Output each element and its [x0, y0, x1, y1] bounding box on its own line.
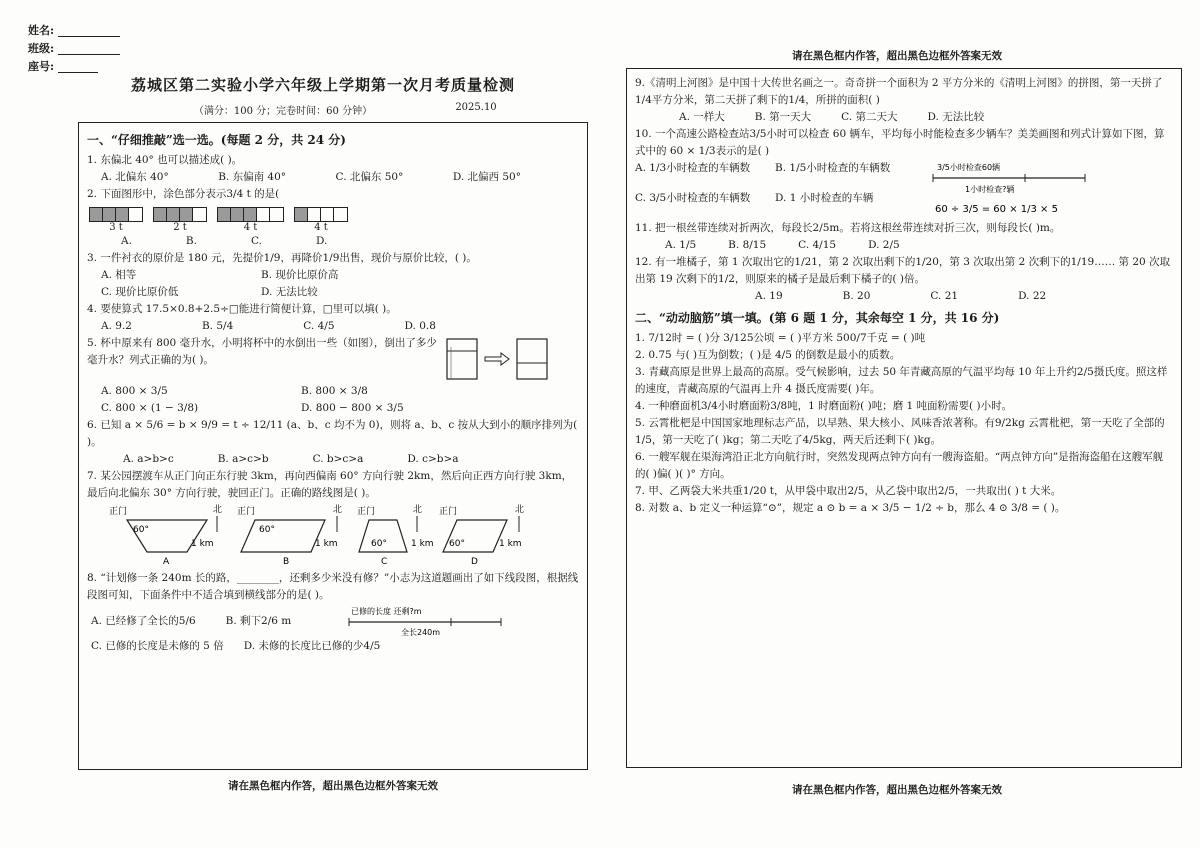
- q2-option-d[interactable]: D.: [315, 235, 328, 247]
- q11-options: [635, 237, 1173, 254]
- question-12: 12. 有一堆橘子，第 1 次取出它的1/21，第 2 次取出剩下的1/20，第 3 次取出第 2 次剩下的1/19…… 第 20 次取出第 19 次剩下的1/2，则原来的橘子是最后剩下橘子的( )倍。: [635, 256, 1171, 285]
- q7-route-b[interactable]: [237, 503, 342, 566]
- section2-heading: 二、“动动脑筋”填一填。(第 6 题 1 分，其余每空 1 分，共 16 分): [635, 311, 1000, 325]
- q2-figure-b[interactable]: [153, 207, 207, 233]
- class-blank[interactable]: [58, 44, 120, 55]
- q2-figures: [89, 207, 579, 233]
- seat-label: 座号:: [28, 60, 55, 73]
- q10-option-b[interactable]: B. 1/5小时检查的车辆数: [775, 162, 891, 174]
- q9-option-d[interactable]: D. 无法比较: [927, 111, 985, 123]
- q7-scale-label-d: 1 km: [499, 539, 522, 549]
- q10-option-c[interactable]: C. 3/5小时检查的车辆数: [635, 192, 751, 204]
- right-footer-notice: 请在黑色框内作答，超出黑色边框外答案无效: [792, 784, 1002, 796]
- q10-option-d[interactable]: D. 1 小时检查的车辆: [775, 192, 874, 204]
- question-7: 7. 某公园摆渡车从正门向正东行驶 3km，再向西偏南 60° 方向行驶 2km，然后向正西方向行驶 3km，最后向北偏东 30° 方向行驶，驶回正门。正确的路线图是( )。: [87, 470, 573, 499]
- q7-scale-label-b: 1 km: [315, 539, 338, 549]
- q11-option-c[interactable]: C. 4/15: [798, 239, 837, 251]
- question-9: 9.《清明上河图》是中国十大传世名画之一。奇奇拼一个面积为 2 平方分米的《清明上河图》的拼图，第一天拼了1/4平方分米，第二天拼了剩下的1/4，所拼的面积( ): [635, 77, 1163, 106]
- q5-option-a[interactable]: A. 800 × 3/5: [101, 385, 168, 397]
- q2-figure-a[interactable]: [89, 207, 143, 233]
- q5-option-b[interactable]: B. 800 × 3/8: [301, 385, 368, 397]
- q5-row: [87, 335, 579, 383]
- q7-angle-label-d: 60°: [449, 539, 465, 549]
- q8-diagram-top: 已修的长度 还剩?m: [351, 607, 422, 616]
- q8-option-d[interactable]: D. 未修的长度比已修的少4/5: [243, 640, 381, 652]
- q8-option-b[interactable]: B. 剩下2/6 m: [225, 614, 292, 627]
- q2-label-a: 3 t: [109, 222, 123, 233]
- class-row: [28, 40, 588, 58]
- q2-figure-c[interactable]: [217, 207, 284, 233]
- q6-option-b[interactable]: B. a>c>b: [217, 453, 269, 465]
- name-label: 姓名:: [28, 24, 55, 37]
- q9-option-b[interactable]: B. 第一天大: [754, 111, 812, 123]
- left-footer-notice: 请在黑色框内作答，超出黑色边框外答案无效: [228, 780, 438, 792]
- q2-option-b[interactable]: B.: [185, 235, 197, 247]
- q2-label-d: 4 t: [314, 222, 328, 233]
- q2-label-c: 4 t: [243, 222, 258, 233]
- q7-north-label-b: 北: [333, 505, 343, 515]
- q4-option-c[interactable]: C. 4/5: [303, 320, 335, 332]
- q8-options-ab: [87, 613, 341, 630]
- exam-subtitle: （满分：100 分；完卷时间：60 分钟）: [193, 106, 373, 117]
- q2-options: [87, 233, 579, 250]
- q9-option-c[interactable]: C. 第二天大: [841, 111, 898, 123]
- question-3: 3. 一件衬衣的原价是 180 元，先提价1/9，再降价1/9出售，现价与原价比较，( )。: [87, 252, 477, 264]
- q4-option-a[interactable]: A. 9.2: [101, 320, 132, 332]
- q7-route-c[interactable]: [357, 503, 434, 566]
- q1-option-d[interactable]: D. 北偏西 50°: [452, 171, 521, 183]
- left-page: [28, 22, 588, 822]
- q7-north-label-a: 北: [213, 505, 223, 515]
- q2-option-a[interactable]: A.: [121, 235, 132, 247]
- q7-option-label-d: D: [471, 557, 478, 566]
- q10-diagram: [925, 160, 1115, 220]
- q9-options: [635, 109, 1173, 126]
- q12-option-b[interactable]: B. 20: [842, 290, 871, 302]
- q7-option-label-c: C: [381, 557, 388, 566]
- q7-gate-label-a: 正门: [109, 507, 128, 517]
- q7-north-label-d: 北: [515, 505, 525, 515]
- q8-option-a[interactable]: A. 已经修了全长的5/6: [91, 614, 196, 627]
- q12-option-d[interactable]: D. 22: [1018, 290, 1047, 302]
- fill-question-1: 1. 7/12时 = ( )分 3/125公顷 = ( )平方米 500/7千克 = ( )吨: [635, 332, 926, 344]
- q12-option-a[interactable]: A. 19: [755, 290, 783, 302]
- question-1: 1. 东偏北 40° 也可以描述成( )。: [87, 154, 243, 166]
- question-11: 11. 把一根丝带连续对折两次，每段长2/5m。若将这根丝带连续对折三次，则每段长( )m。: [635, 222, 1061, 234]
- right-top-notice: 请在黑色框内作答，超出黑色边框外答案无效: [792, 50, 1002, 62]
- q11-option-b[interactable]: B. 8/15: [728, 239, 767, 251]
- q8-line-diagram: [341, 604, 511, 638]
- q7-gate-label-c: 正门: [357, 507, 376, 517]
- class-label: 班级:: [28, 42, 55, 55]
- fill-question-2: 2. 0.75 与( )互为倒数；( )是 4/5 的倒数是最小的质数。: [635, 349, 901, 361]
- q7-north-label-c: 北: [413, 505, 423, 515]
- name-row: [28, 22, 588, 40]
- q9-option-a[interactable]: A. 一样大: [679, 111, 725, 123]
- q7-scale-label-a: 1 km: [191, 539, 214, 549]
- q5-cup-diagram: [437, 335, 577, 383]
- q1-option-b[interactable]: B. 东偏南 40°: [218, 171, 287, 183]
- q10-formula: 60 ÷ 3/5 = 60 × 1/3 × 5: [935, 204, 1058, 215]
- q1-options: [87, 169, 521, 186]
- q4-option-d[interactable]: D. 0.8: [404, 320, 436, 332]
- q5-option-c[interactable]: C. 800 × (1 − 3/8): [101, 402, 199, 414]
- q2-label-b: 2 t: [173, 222, 187, 233]
- q8-options-cd: [87, 638, 579, 655]
- q4-options: [87, 318, 579, 335]
- fill-question-3: 3. 青藏高原是世界上最高的高原。受气候影响，过去 50 年青藏高原的气温平均每 10 年上升约2/5摄氏度。照这样的速度，青藏高原的气温再上升 4 摄氏度需要( )年。: [635, 366, 1168, 395]
- q4-option-b[interactable]: B. 5/4: [201, 320, 234, 332]
- q2-option-c[interactable]: C.: [250, 235, 262, 247]
- q6-option-c[interactable]: C. b>c>a: [312, 453, 364, 465]
- q8-diagram-bottom: 全长240m: [401, 628, 441, 637]
- question-4: 4. 要使算式 17.5×0.8+2.5÷□能进行简便计算，□里可以填( )。: [87, 303, 397, 315]
- left-answer-frame: [78, 122, 588, 770]
- q3-option-c[interactable]: C. 现价比原价低: [101, 286, 179, 298]
- q7-gate-label-b: 正门: [237, 507, 256, 517]
- q5-option-d[interactable]: D. 800 − 800 × 3/5: [301, 402, 404, 414]
- q11-option-d[interactable]: D. 2/5: [868, 239, 900, 251]
- q3-option-d[interactable]: D. 无法比较: [261, 286, 318, 298]
- q7-angle-label-a: 60°: [133, 525, 149, 535]
- q7-scale-label-c: 1 km: [411, 539, 434, 549]
- q7-angle-label-b: 60°: [259, 525, 275, 535]
- question-10: 10. 一个高速公路检查站3/5小时可以检查 60 辆车，平均每小时能检查多少辆车？美美画图和列式计算如下图，算式中的 60 × 1/3表示的是( ): [635, 128, 1165, 157]
- q5-options: [87, 383, 579, 417]
- q3-options: [87, 267, 579, 301]
- q7-angle-label-c: 60°: [371, 539, 387, 549]
- q8-option-c[interactable]: C. 已修的长度是未修的 5 倍: [91, 640, 224, 652]
- q12-options: [635, 288, 1173, 305]
- exam-date: 2025.10: [455, 102, 497, 113]
- q8-row: [87, 604, 579, 638]
- name-blank[interactable]: [58, 26, 120, 37]
- q12-option-c[interactable]: C. 21: [930, 290, 959, 302]
- fill-question-8: 8. 对数 a、b 定义一种运算“⊙”，规定 a ⊙ b = a × 3/5 − 1/2 ÷ b，那么 4 ⊙ 3/8 = ( )。: [635, 502, 1066, 514]
- q1-option-a[interactable]: A. 北偏东 40°: [101, 171, 169, 183]
- q11-option-a[interactable]: A. 1/5: [665, 239, 697, 251]
- q7-route-d[interactable]: [439, 503, 524, 566]
- q10-diagram-bottom: 1小时检查?辆: [965, 185, 1015, 194]
- q10-row: [635, 160, 1173, 220]
- question-8: 8. “计划修一条 240m 长的路，________，还剩多少米没有修？”小志为这道题画出了如下线段图，根据线段图可知，下面条件中不适合填到横线部分的是( )。: [87, 572, 579, 601]
- q2-figure-d[interactable]: [294, 207, 348, 233]
- q7-gate-label-d: 正门: [439, 507, 458, 517]
- q10-diagram-top: 3/5小时检查60辆: [937, 163, 1001, 172]
- question-2: 2. 下面图形中，涂色部分表示3/4 t 的是(: [87, 188, 280, 200]
- q6-options: [87, 451, 579, 468]
- q10-option-a[interactable]: A. 1/3小时检查的车辆数: [635, 162, 751, 174]
- fill-question-4: 4. 一种磨面机3/4小时磨面粉3/8吨，1 时磨面粉( )吨；磨 1 吨面粉需要( )小时。: [635, 400, 1013, 412]
- section1-heading: 一、“仔细推敲”选一选。(每题 2 分，共 24 分): [87, 133, 346, 147]
- q6-option-d[interactable]: D. c>b>a: [407, 453, 459, 465]
- fill-question-7: 7. 甲、乙两袋大米共重1/20 t，从甲袋中取出2/5，从乙袋中取出2/5，一共取出( ) t 大米。: [635, 485, 1062, 497]
- q7-option-label-a: A: [163, 557, 170, 566]
- seat-blank[interactable]: [58, 62, 98, 73]
- fill-question-5: 5. 云霄枇杷是中国国家地理标志产品，以早熟、果大核小、风味香浓著称。有9/2kg 云霄枇杷，第一天吃了全部的1/5，第一天吃了( )kg；第二天吃了4/5kg，两天后还剩下( )kg。: [635, 417, 1165, 446]
- q1-option-c[interactable]: C. 北偏东 50°: [335, 171, 404, 183]
- q3-option-a[interactable]: A. 相等: [101, 269, 137, 281]
- q7-option-label-b: B: [283, 557, 290, 566]
- fill-question-6: 6. 一艘军舰在渠海湾沿正北方向航行时，突然发现两点钟方向有一艘海盗船。“两点钟方向”是指海盗船在这艘军舰的( )偏( )( )° 方向。: [635, 451, 1164, 480]
- question-5: 5. 杯中原来有 800 毫升水，小明将杯中的水倒出一些（如图），倒出了多少毫升水？列式正确的为( )。: [87, 337, 437, 366]
- q6-option-a[interactable]: A. a>b>c: [123, 453, 174, 465]
- question-6: 6. 已知 a × 5/6 = b × 9/9 = t ÷ 12/11 (a、b、c 均不为 0)，则将 a、b、c 按从大到小的顺序排列为( )。: [87, 419, 578, 448]
- q3-option-b[interactable]: B. 现价比原价高: [261, 269, 339, 281]
- q7-route-a[interactable]: [109, 503, 222, 566]
- q7-route-diagrams: [87, 502, 577, 566]
- right-answer-frame: [626, 68, 1182, 768]
- q10-options: [635, 160, 925, 220]
- exam-title: 荔城区第二实验小学六年级上学期第一次月考质量检测: [130, 76, 515, 94]
